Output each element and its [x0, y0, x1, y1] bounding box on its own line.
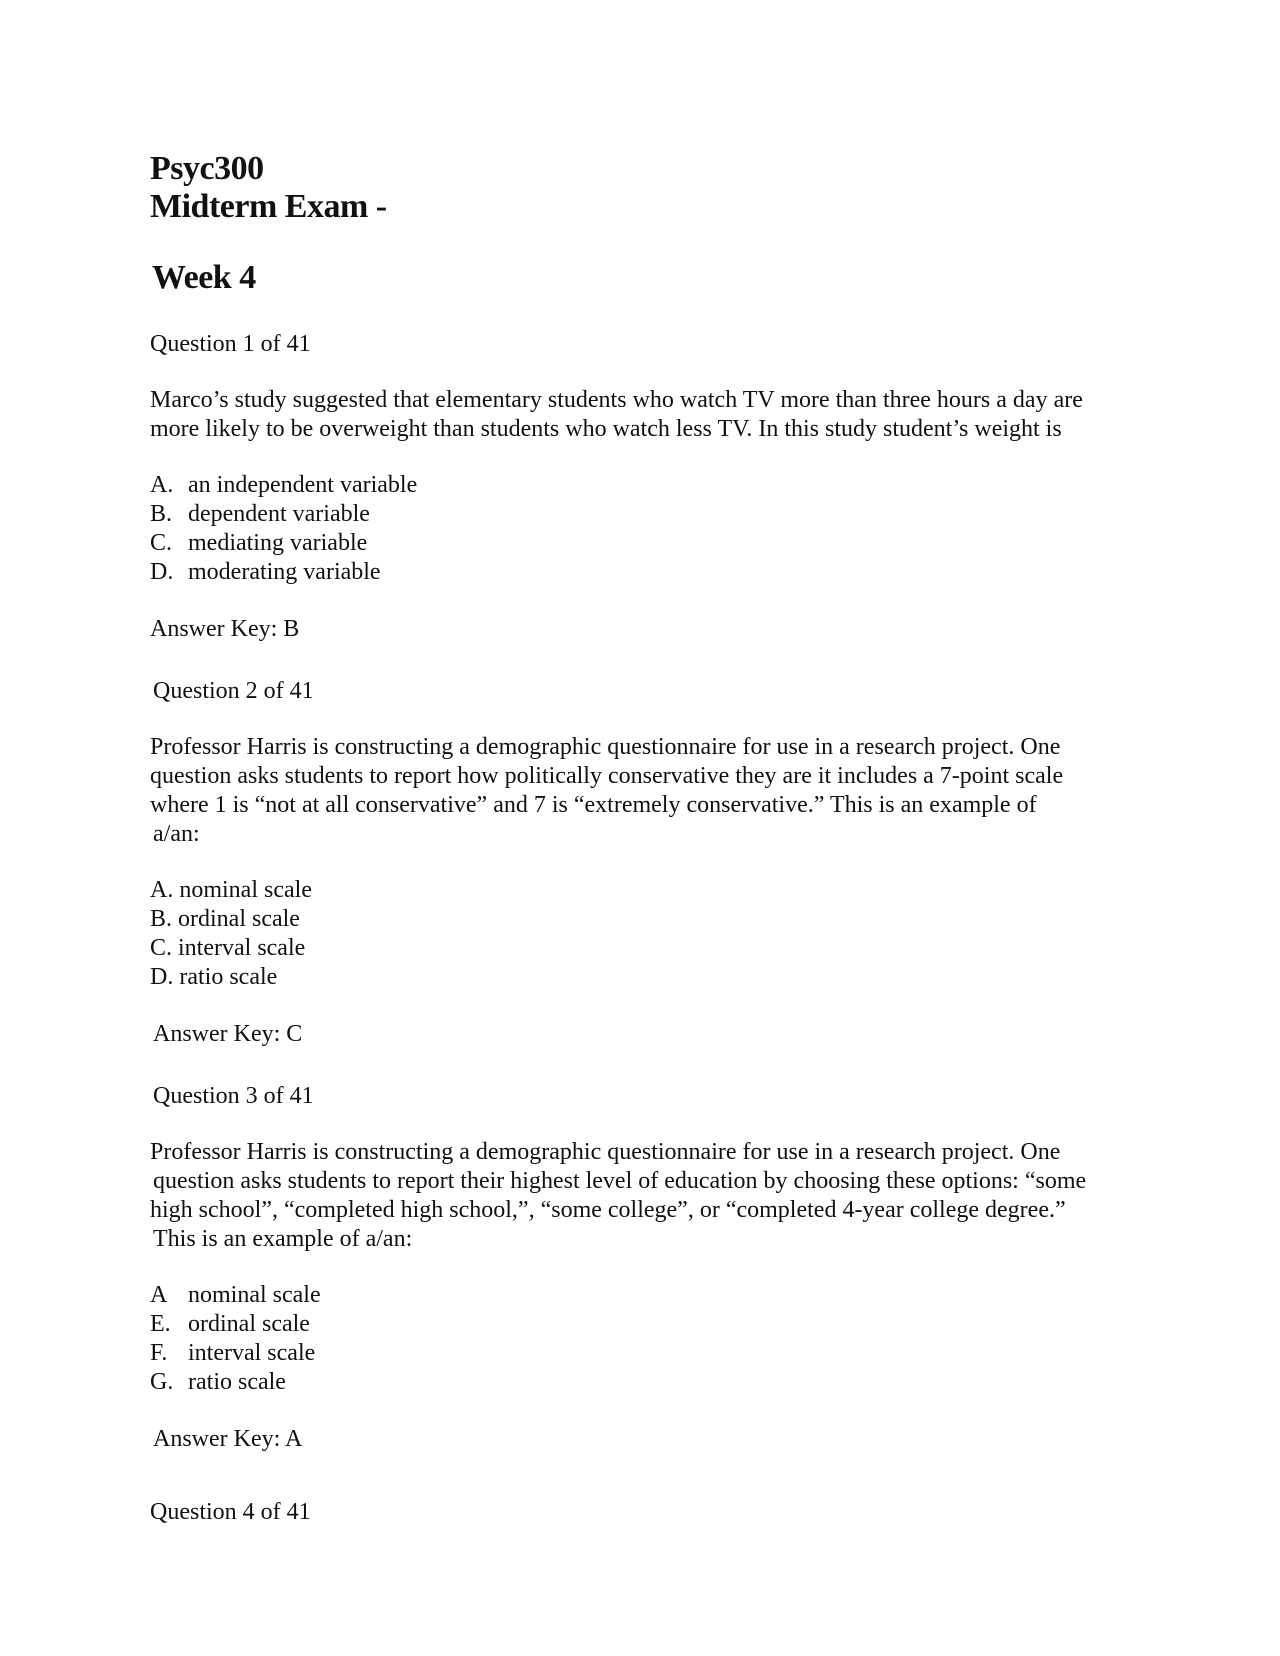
answer-key: Answer Key: C [153, 1021, 303, 1047]
week-title: Week 4 [152, 259, 256, 296]
stem-line: question asks students to report how politically conservative they are it includes a 7-point scale [150, 763, 1064, 789]
option-c: C. mediating variable [150, 530, 368, 556]
option-d: D. moderating variable [150, 559, 381, 585]
course-title: Psyc300 [150, 150, 264, 187]
stem-line: Professor Harris is constructing a demographic questionnaire for use in a research project. One [150, 1139, 1061, 1165]
option-f: F. interval scale [150, 1340, 316, 1366]
option-a: A. nominal scale [150, 877, 312, 903]
question-4 [150, 1498, 1130, 1527]
option-b: B. ordinal scale [150, 906, 300, 932]
option-a: A. an independent variable [150, 472, 418, 498]
question-number: Question 2 of 41 [153, 678, 314, 704]
answer-options [150, 876, 1130, 992]
option-g: G. ratio scale [150, 1369, 286, 1395]
stem-line: more likely to be overweight than students who watch less TV. In this study student’s weight is [150, 416, 1062, 442]
answer-key: Answer Key: B [150, 616, 300, 642]
stem-line: Marco’s study suggested that elementary students who watch TV more than three hours a day are [150, 387, 1083, 413]
question-stem [150, 1138, 1130, 1254]
question-stem [150, 386, 1130, 444]
option-e: E. ordinal scale [150, 1311, 310, 1337]
question-1 [150, 330, 1130, 644]
option-d: D. ratio scale [150, 964, 278, 990]
option-c: C. interval scale [150, 935, 306, 961]
option-b: B. dependent variable [150, 501, 370, 527]
exam-title: Midterm Exam - [150, 188, 387, 225]
question-3 [150, 1082, 1130, 1454]
question-stem [150, 733, 1130, 849]
answer-options [150, 471, 1130, 587]
stem-line: Professor Harris is constructing a demographic questionnaire for use in a research project. One [150, 734, 1061, 760]
exam-page [150, 150, 1130, 1527]
answer-key: Answer Key: A [153, 1426, 303, 1452]
question-number: Question 1 of 41 [150, 331, 311, 357]
stem-line: where 1 is “not at all conservative” and 7 is “extremely conservative.” This is an example of [150, 792, 1037, 818]
question-2 [150, 677, 1130, 1049]
stem-line: a/an: [153, 821, 200, 847]
answer-options [150, 1281, 1130, 1397]
stem-line: high school”, “completed high school,”, “some college”, or “completed 4-year college degree.” [150, 1197, 1066, 1223]
stem-line: question asks students to report their highest level of education by choosing these options: “some [153, 1168, 1087, 1194]
option-a: A nominal scale [150, 1282, 321, 1308]
question-number: Question 4 of 41 [150, 1499, 311, 1525]
question-number: Question 3 of 41 [153, 1083, 314, 1109]
stem-line: This is an example of a/an: [153, 1226, 413, 1252]
